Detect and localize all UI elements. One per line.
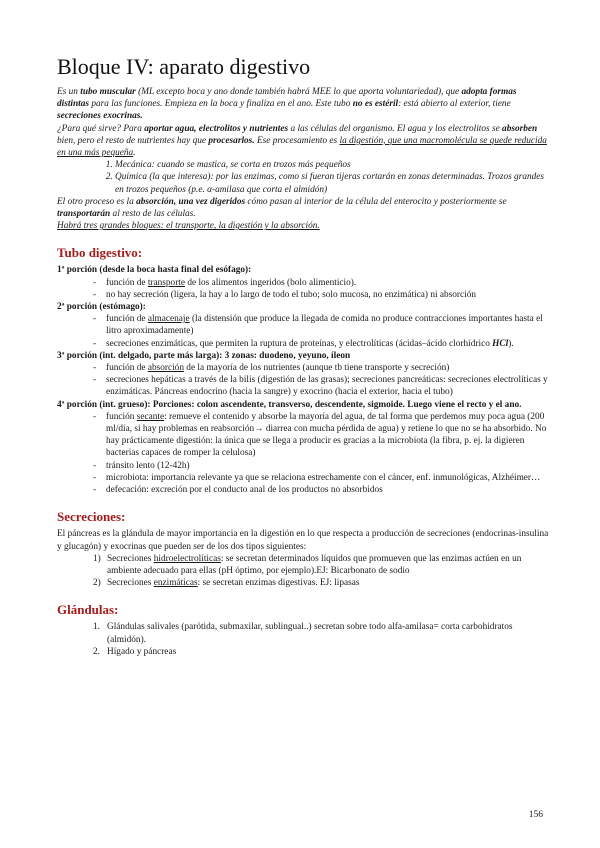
text-span: ¿Para qué sirve? Para (57, 123, 145, 134)
secreciones-section (57, 528, 550, 589)
text-span: a las células del organismo. El agua y los electrolitos se (288, 123, 503, 134)
text-span: defecación: excreción por el conducto anal de los productos no absorbidos (106, 485, 383, 496)
secreciones-list (57, 553, 550, 590)
text-span: función de (106, 363, 148, 374)
bold-text: secreciones exocrinas. (57, 111, 143, 122)
list-item (115, 171, 550, 195)
list-item (93, 362, 550, 374)
bold-text: absorción, una vez digeridos (136, 196, 246, 207)
porcion-title: 1ª porción (desde la boca hasta final del esófago): (57, 265, 252, 276)
list-number: 2) (93, 578, 101, 589)
text-span: la digestión, que una macromolécula se quede reducida en una más pequeña (57, 135, 547, 159)
list-number: 1) (93, 553, 101, 564)
secreciones-intro: El páncreas es la glándula de mayor importancia en la digestión en lo que respecta a producción de secreciones (endocrinas-insulina y glucagón) y exocrinas que pueden ser de los dos tipos siguientes: (57, 529, 549, 552)
bold-italic-text: HCl (492, 338, 509, 349)
text-span: Es un (57, 87, 81, 97)
text-span: : se secretan determinados líquidos que promueven que las enzimas actúen en un ambiente adecuado para ellas (pH óptimo, por ejemplo).EJ: Bicarbonato de sodio (107, 553, 522, 576)
text-span: no hay secreción (ligera, la hay a lo largo de todo el tubo; solo mucosa, no enzimática) ni absorción (106, 289, 477, 300)
porcion-list (57, 411, 550, 496)
list-item (93, 577, 550, 589)
intro-paragraph-2 (57, 123, 550, 160)
intro-paragraph-3 (57, 196, 550, 220)
tubo-section (57, 264, 550, 496)
text-span: función (106, 411, 137, 422)
bold-text: absorben (502, 123, 538, 134)
text-span: : se secretan enzimas digestivas. EJ: lipasas (197, 578, 360, 589)
list-item (93, 313, 550, 337)
list-number: 2. (93, 646, 100, 657)
list-item-text: Glándulas salivales (parótida, submaxilar, sublingual..) secretan sobre todo alfa-amilasa= corta carbohidratos (almidón). (107, 622, 513, 645)
text-span: enzimáticas (153, 578, 198, 589)
porcion-title: 2ª porción (estómago): (57, 302, 146, 313)
bold-text: procesarlos. (208, 135, 255, 146)
text-span: secante (136, 411, 165, 422)
list-item (93, 289, 550, 301)
list-item (115, 159, 550, 171)
text-span: transporte (147, 277, 186, 288)
glandulas-list (57, 621, 550, 658)
list-item (93, 553, 550, 577)
text-span: bien, pero el resto de nutrientes hay que (57, 135, 209, 146)
list-item (93, 374, 550, 398)
list-item (93, 646, 550, 658)
text-span: función de (106, 277, 148, 288)
list-item-text: Hígado y páncreas (107, 646, 177, 657)
list-item (93, 411, 550, 460)
porcion-list (57, 362, 550, 399)
section-heading-glandulas: Glándulas: (57, 602, 119, 618)
text-span: absorción (147, 363, 184, 374)
list-item (93, 472, 550, 484)
text-span: cómo pasan al interior de la célula del enterocito y posteriormente se (245, 196, 507, 207)
text-span: de los alimentos ingeridos (bolo alimenticio). (185, 277, 357, 288)
text-span: al resto de las células. (110, 209, 196, 220)
text-span: : remueve el contenido y absorbe la mayoría del agua, de tal forma que perdemos muy poca agua (200 ml/día, si hay problemas en reabsorción→ diarrea con mucha pérdida de agua) y retiene lo que no se ha absorbido. No hay prácticamente digestión: la única que se llega a producir es gracias a la microbiota (la fibra, p. ej. la digieren bacterias capaces de romper la celulosa) (106, 411, 547, 459)
text-span: Secreciones (107, 578, 154, 589)
list-item (93, 484, 550, 496)
text-span: ). (508, 338, 514, 349)
list-item-text: Química (la que interesa): por las enzimas, como si fueran tijeras cortarán en zonas determinadas. Trozos grandes en trozos pequeños (p.e. α-amilasa que corta el almidón) (115, 172, 545, 195)
list-item (93, 338, 550, 350)
text-span: secreciones hepáticas a través de la bilis (digestión de las grasas); secreciones pancreáticas: secreciones electrolíticas y enzimáticas. Páncreas endocrino (hacia la sangre) y exocrino (hacia el exterior, hacia el tubo) (106, 375, 548, 398)
text-span: de la mayoría de los nutrientes (aunque tb tiene transporte y secreción) (183, 363, 450, 374)
list-item (93, 621, 550, 645)
page-title: Bloque IV: aparato digestivo (57, 54, 311, 79)
text-span: El otro proceso es la (57, 196, 137, 207)
porcion-list (57, 313, 550, 350)
bold-text: tubo muscular (80, 87, 136, 97)
porcion-title: 4ª porción (int. grueso): Porciones: colon ascendente, transverso, descendente, sigmoide. Luego viene el recto y el ano. (57, 399, 522, 410)
text-span: : está abierto al exterior, tiene (398, 99, 511, 110)
text-span: hidroelectrolíticas (153, 553, 221, 564)
document-page (57, 54, 550, 658)
digestion-types-list (57, 159, 550, 196)
text-span: Secreciones (107, 553, 154, 564)
bold-text: aportar agua, electrolitos y nutrientes (144, 123, 289, 134)
section-heading-secreciones: Secreciones: (57, 509, 126, 525)
section-heading-tubo: Tubo digestivo: (57, 245, 143, 261)
text-span: tránsito lento (12-42h) (106, 460, 190, 471)
page-number: 156 (528, 810, 543, 820)
porcion-list (57, 277, 550, 301)
glandulas-section (57, 621, 550, 658)
text-span: . (133, 148, 136, 159)
text-span: para las funciones. Empieza en la boca y finaliza en el ano. Este tubo (89, 99, 353, 110)
bold-text: transportarán (57, 209, 111, 220)
text-span: (ML excepto boca y ano donde también habrá MEE lo que aporta voluntariedad), que (135, 87, 462, 97)
intro-paragraph-4: Habrá tres grandes bloques: el transporte, la digestión y la absorción. (57, 221, 320, 232)
list-number: 1. (93, 622, 100, 633)
intro-section (57, 86, 550, 232)
porcion-title: 3ª porción (int. delgado, parte más larga): 3 zonas: duodeno, yeyuno, íleon (57, 350, 351, 361)
text-span: secreciones enzimáticas, que permiten la ruptura de proteínas, y electrolíticas (ácidas–ácido clorhídrico (106, 338, 493, 349)
text-span: microbiota: importancia relevante ya que se relaciona estrechamente con el cáncer, enf. inmunológicas, Alzhéimer… (106, 472, 541, 483)
list-item (93, 277, 550, 289)
text-span: Ese procesamiento es (254, 135, 340, 146)
bold-text: adopta formas distintas (57, 87, 517, 110)
intro-paragraph-1 (57, 86, 550, 123)
text-span: almacenaje (147, 314, 190, 325)
text-span: (la distensión que produce la llegada de comida no produce contracciones importantes hasta el litro aproximadamente) (106, 314, 543, 337)
text-span: función de (106, 314, 148, 325)
bold-text: no es estéril (352, 99, 399, 110)
list-item-text: Mecánica: cuando se mastica, se corta en trozos más pequeños (115, 160, 351, 171)
list-item (93, 460, 550, 472)
